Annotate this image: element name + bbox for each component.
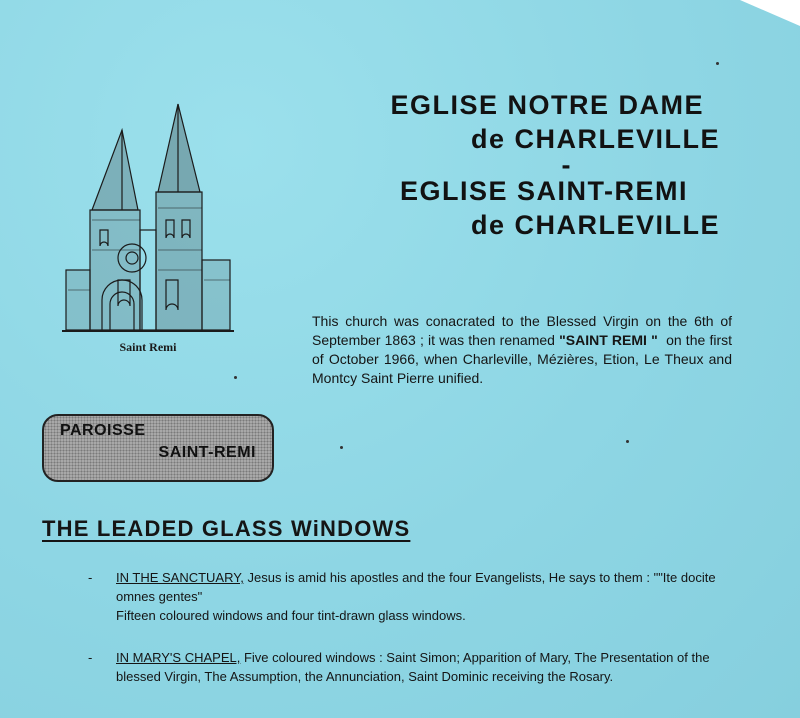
- list-item-text: Jesus is amid his apostles and the four Evangelists, He says to them :: [243, 570, 654, 585]
- intro-church-name: "SAINT REMI ": [559, 332, 658, 348]
- list-item: [88, 648, 724, 686]
- list-item-quote: ""Ite docite omnes gentes": [116, 570, 716, 604]
- title-line-3: EGLISE SAINT-REMI: [399, 176, 688, 206]
- church-engraving: [62, 100, 234, 336]
- list-item-heading: IN THE SANCTUARY,: [116, 570, 244, 585]
- list-bullet: -: [88, 570, 93, 585]
- intro-text-part1: This church was conacrated to the Blessed Virgin on the 6th of September 1863 ; it was then renamed: [312, 313, 736, 348]
- title-separator: -: [561, 150, 572, 180]
- paper-speck: [340, 446, 343, 449]
- list-item-line2: Fifteen coloured windows and four tint-drawn glass windows.: [116, 608, 466, 623]
- section-title: THE LEADED GLASS WiNDOWS: [42, 516, 411, 541]
- list-item: [88, 568, 724, 625]
- list-item-heading: IN MARY'S CHAPEL,: [116, 650, 241, 665]
- list-bullet: -: [88, 650, 93, 665]
- parish-line-1: PAROISSE: [60, 422, 146, 439]
- list-item-text: Five coloured windows : Saint Simon; Apparition of Mary, The Presentation of the blessed Virgin, The Assumption, the Annunciation, Saint Dominic receiving the Rosary.: [116, 650, 710, 684]
- paper-speck: [716, 62, 719, 65]
- parish-line-2: SAINT-REMI: [158, 444, 256, 461]
- paper-corner-fold: [740, 0, 800, 26]
- church-caption: Saint Remi: [119, 340, 177, 354]
- parish-box: [42, 414, 274, 482]
- title-line-1: EGLISE NOTRE DAME: [390, 90, 704, 120]
- title-line-2: de CHARLEVILLE: [470, 124, 720, 154]
- title-line-4: de CHARLEVILLE: [470, 210, 720, 240]
- page-title: [390, 88, 720, 242]
- intro-text-part2: on the first of October 1966, when Charleville, Mézières, Etion, Le Theux and Montcy Saint Pierre unified.: [312, 332, 736, 386]
- intro-paragraph: [312, 312, 736, 388]
- paper-speck: [626, 440, 629, 443]
- paper-speck: [234, 376, 237, 379]
